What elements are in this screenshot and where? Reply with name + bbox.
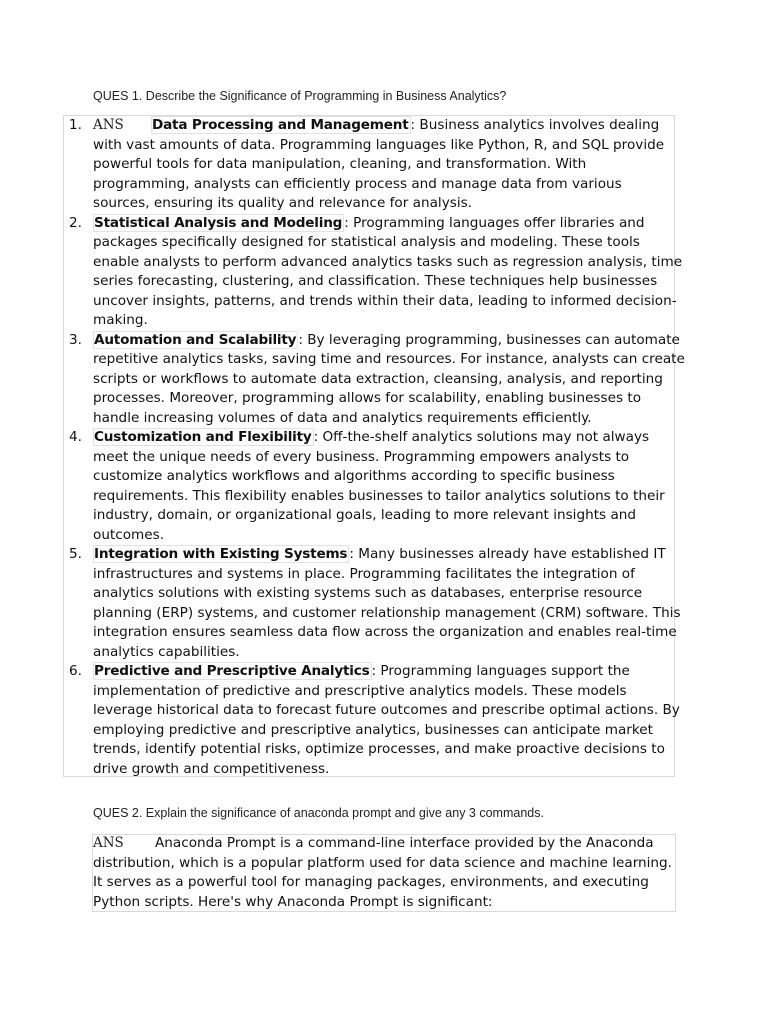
item-text: : Business analytics involves dealing [410,117,660,133]
list-item-number: 6. [69,663,82,679]
item-text: packages specifically designed for statistical analysis and modeling. These tools [93,234,640,250]
item-text: : By leveraging programming, businesses can automate [298,331,680,348]
item-text: meet the unique needs of every business. Programming empowers analysts to [93,448,630,465]
answer-2-paragraph [93,834,683,912]
answer-label: ANS [93,835,124,851]
list-item [63,214,683,331]
answer-text: Python scripts. Here's why Anaconda Prompt is significant: [93,893,493,910]
list-item [63,662,678,779]
item-text: making. [93,312,148,328]
item-title: Customization and Flexibility [94,429,312,445]
answer-text: It serves as a powerful tool for managing packages, environments, and executing [93,874,649,890]
item-text: uncover insights, patterns, and trends within their data, leading to informed decision- [93,292,677,309]
list-item [63,428,678,545]
item-text: customize analytics workflows and algorithms according to specific business [93,468,615,484]
item-text: repetitive analytics tasks, saving time and resources. For instance, analysts can create [93,351,685,367]
item-text: outcomes. [93,526,165,543]
item-text: sources, ensuring its quality and relevance for analysis. [93,195,473,211]
answer-text: distribution, which is a popular platform used for data science and machine learning. [93,854,672,871]
item-text: handle increasing volumes of data and analytics requirements efficiently. [93,409,592,426]
list-item-number: 5. [69,546,82,562]
item-text: leverage historical data to forecast future outcomes and prescribe optimal actions. By [93,702,680,718]
answer-text: Anaconda Prompt is a command-line interface provided by the Anaconda [155,835,654,851]
item-text: implementation of predictive and prescriptive analytics models. These models [93,682,627,699]
list-item-number: 4. [69,429,82,445]
item-text: with vast amounts of data. Programming languages like Python, R, and SQL provide [93,136,665,153]
answer-1-list [63,116,685,779]
list-item [63,331,685,429]
item-text: : Programming languages support the [371,663,630,679]
question-2-heading: QUES 2. Explain the significance of anaconda prompt and give any 3 commands. [93,806,544,820]
list-item [63,545,681,662]
item-text: employing predictive and prescriptive analytics, businesses can anticipate market [93,721,653,738]
item-text: industry, domain, or organizational goals, leading to more relevant insights and [93,507,637,523]
item-title: Data Processing and Management [152,117,409,133]
item-text: powerful tools for data manipulation, cleaning, and transformation. With [93,156,587,172]
item-text: : Programming languages offer libraries and [344,214,645,231]
answer-label: ANS [93,117,124,133]
item-text: processes. Moreover, programming allows for scalability, enabling businesses to [93,390,642,406]
item-text: scripts or workflows to automate data extraction, cleansing, analysis, and reporting [93,370,663,387]
list-item [63,116,678,214]
item-text: : Many businesses already have established IT [349,546,666,562]
item-text: infrastructures and systems in place. Programming facilitates the integration of [93,565,635,582]
list-item-number: 2. [69,214,82,231]
item-text: trends, identify potential risks, optimize processes, and make proactive decisions to [93,741,665,757]
item-text: series forecasting, clustering, and classification. These techniques help businesses [93,273,658,289]
item-title: Predictive and Prescriptive Analytics [94,663,370,679]
item-title: Automation and Scalability [94,331,297,348]
item-text: analytics capabilities. [93,643,240,660]
list-item-number: 3. [69,331,82,348]
question-1-heading: QUES 1. Describe the Significance of Programming in Business Analytics? [93,89,507,103]
item-text: integration ensures seamless data flow across the organization and enables real-time [93,624,677,640]
item-text: analytics solutions with existing systems such as databases, enterprise resource [93,585,643,601]
item-text: requirements. This flexibility enables businesses to tailor analytics solutions to their [93,487,665,504]
item-text: planning (ERP) systems, and customer relationship management (CRM) software. This [93,604,681,621]
item-title: Integration with Existing Systems [94,546,348,562]
list-item-number: 1. [69,117,82,133]
item-text: enable analysts to perform advanced analytics tasks such as regression analysis, time [93,253,683,270]
item-text: drive growth and competitiveness. [93,760,330,777]
item-text: programming, analysts can efficiently process and manage data from various [93,175,622,192]
item-title: Statistical Analysis and Modeling [94,214,343,231]
item-text: : Off-the-shelf analytics solutions may not always [313,429,650,445]
